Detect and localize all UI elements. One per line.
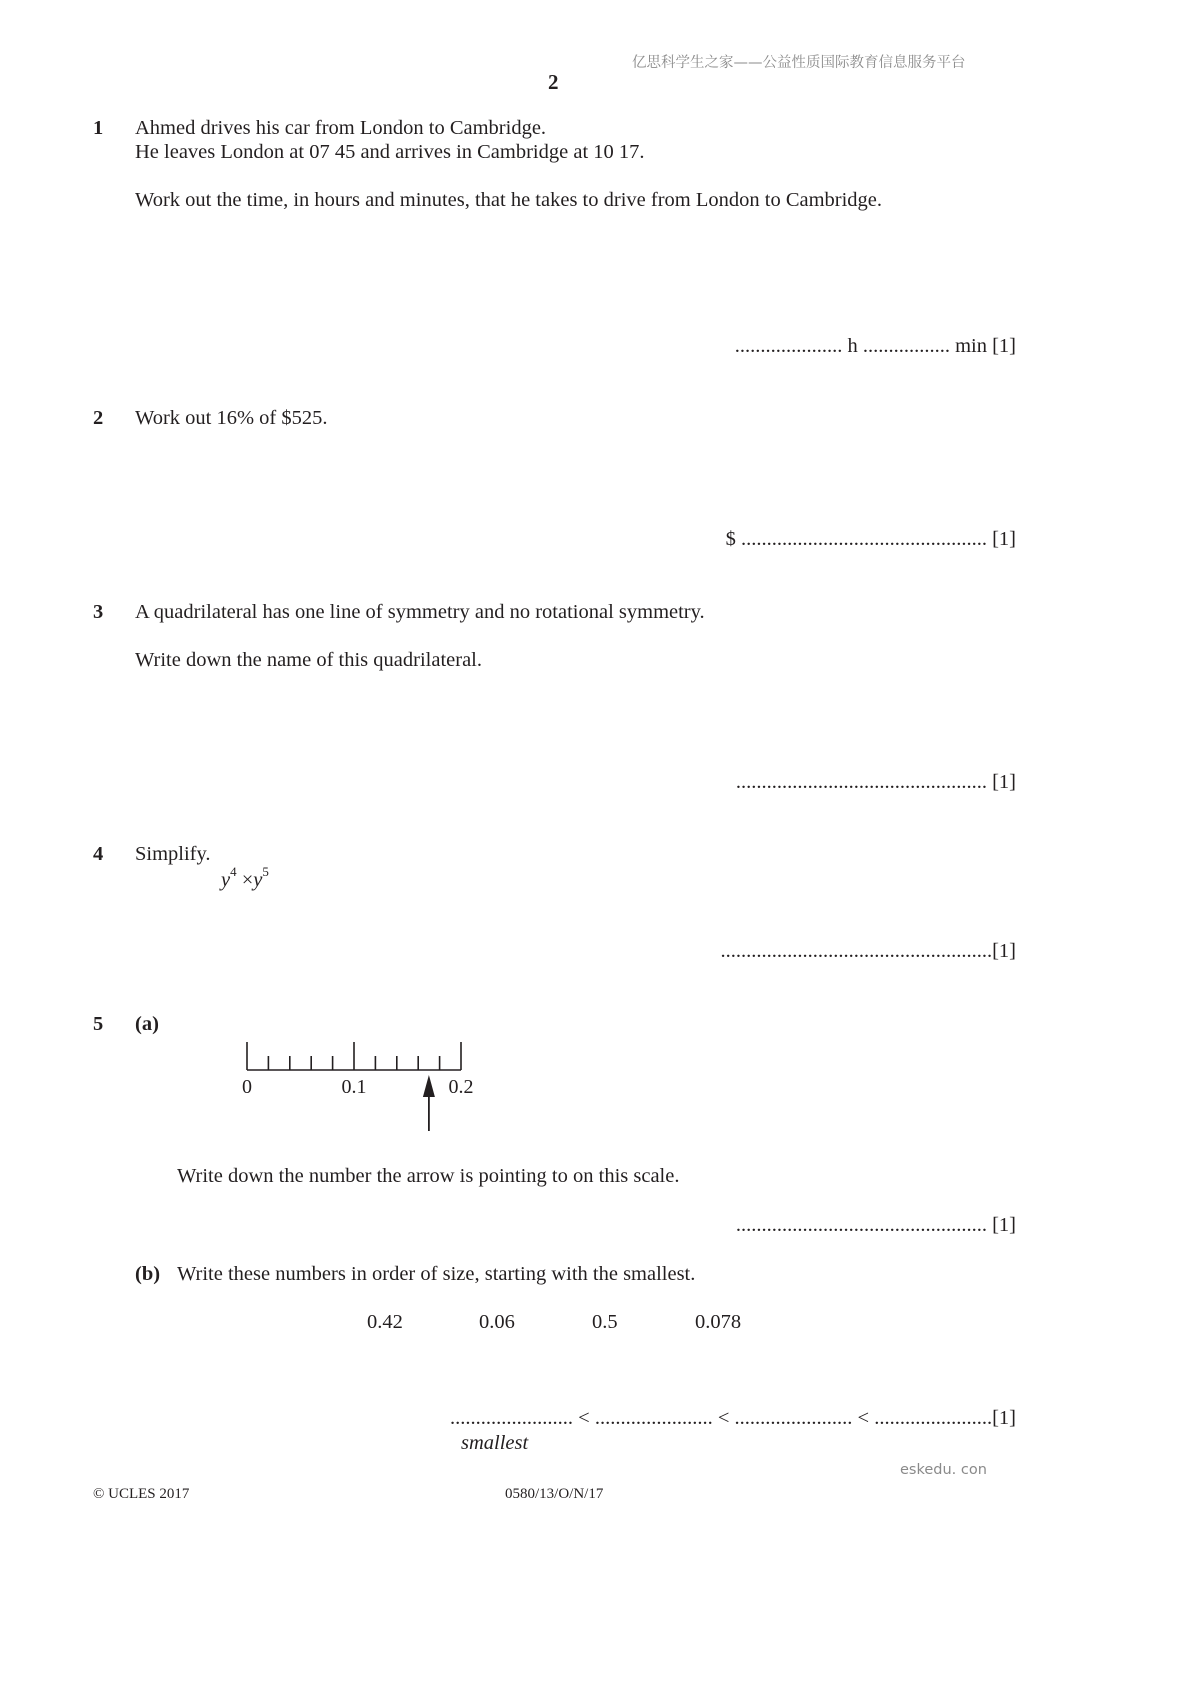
expr-exponent-1: 4 [230, 864, 237, 879]
question-5-number: 5 [93, 1013, 104, 1035]
smallest-label: smallest [461, 1432, 529, 1454]
expr-times: × [241, 869, 254, 891]
question-3-prompt: Write down the name of this quadrilateral. [135, 649, 482, 671]
question-2-number: 2 [93, 407, 104, 429]
question-3-line1: A quadrilateral has one line of symmetry and no rotational symmetry. [135, 601, 705, 623]
question-3-number: 3 [93, 601, 104, 623]
expr-base-1: y [221, 869, 231, 891]
scale-pointer-arrow [423, 1075, 435, 1131]
question-2-answer-line[interactable]: $ ................................................ [1] [725, 528, 1016, 550]
question-1-number: 1 [93, 117, 104, 139]
number-item: 0.42 [367, 1311, 403, 1333]
question-5a-prompt: Write down the number the arrow is pointing to on this scale. [177, 1165, 680, 1187]
question-5b-label: (b) [135, 1263, 161, 1285]
question-5b-prompt: Write these numbers in order of size, starting with the smallest. [177, 1263, 696, 1285]
footer-site-watermark: eskedu. con [900, 1462, 987, 1478]
scale-label-0.2: 0.2 [448, 1076, 474, 1098]
question-5a-answer-line[interactable]: ................................................. [1] [735, 1214, 1016, 1236]
question-5a-label: (a) [135, 1013, 159, 1035]
expr-exponent-2: 5 [262, 864, 269, 879]
question-1-line2: He leaves London at 07 45 and arrives in Cambridge at 10 17. [135, 141, 645, 163]
number-line-scale [230, 1035, 490, 1135]
question-4-answer-line[interactable]: .....................................................[1] [720, 940, 1016, 962]
question-2-prompt: Work out 16% of $525. [135, 407, 328, 429]
question-5b-answer-line[interactable]: ........................ < ....................... < ....................... < .......................[1] [450, 1407, 1016, 1429]
scale-label-0.1: 0.1 [341, 1076, 367, 1098]
footer-copyright: © UCLES 2017 [93, 1486, 190, 1502]
page-number: 2 [548, 70, 559, 94]
question-4-expression [221, 864, 269, 892]
number-item: 0.078 [695, 1311, 742, 1333]
number-item: 0.5 [592, 1311, 618, 1333]
question-4-number: 4 [93, 843, 104, 865]
expr-base-2: y [253, 869, 263, 891]
scale-label-0: 0 [242, 1076, 252, 1098]
question-1-line1: Ahmed drives his car from London to Cambridge. [135, 117, 547, 139]
footer-paper-code: 0580/13/O/N/17 [505, 1486, 604, 1502]
question-1-prompt: Work out the time, in hours and minutes, that he takes to drive from London to Cambridge. [135, 189, 883, 211]
question-3-answer-line[interactable]: ................................................. [1] [735, 771, 1016, 793]
number-item: 0.06 [479, 1311, 515, 1333]
question-1-answer-line[interactable]: ..................... h ................. min [1] [734, 335, 1016, 357]
question-4-prompt: Simplify. [135, 843, 211, 865]
watermark-text: 亿思科学生之家——公益性质国际教育信息服务平台 [632, 55, 966, 71]
